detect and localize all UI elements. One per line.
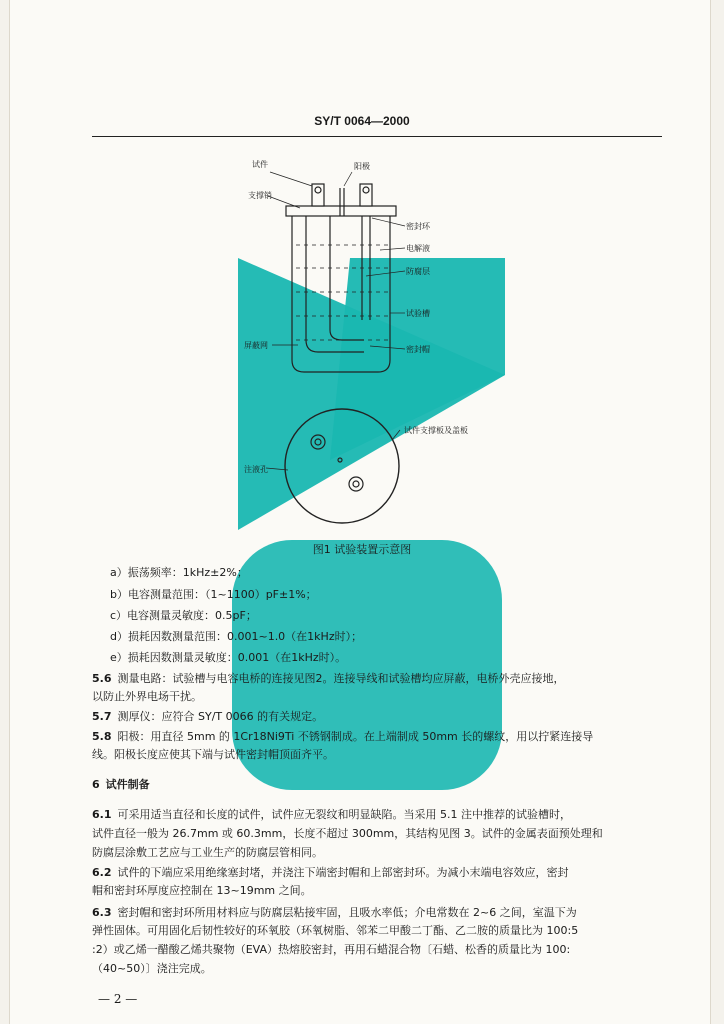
figure-caption: 图1 试验装置示意图 [312, 543, 412, 556]
clause-text: 试件直径一般为 26.7mm 或 60.3mm，长度不超过 300mm，其结构见图 3。试件的金属表面预处理和 [92, 827, 603, 840]
label-support-plate: 试件支撑板及盖板 [404, 426, 468, 435]
label-coating: 防腐层 [406, 267, 430, 276]
clause-text: 弹性固体。可用固化后韧性较好的环氧胶（环氧树脂、邻苯二甲酸二丁酯、乙二胺的质量比为 100:5 [92, 924, 579, 937]
label-test-tank: 试验槽 [406, 309, 430, 318]
page-number: — 2 — [98, 992, 138, 1006]
section-number: 6 [92, 778, 100, 791]
clause-number: 6.1 [92, 808, 112, 821]
label-shield-mesh: 屏蔽网 [244, 341, 268, 350]
clause-text: 帽和密封环厚度应控制在 13~19mm 之间。 [92, 884, 312, 897]
label-anode: 阳极 [354, 162, 370, 171]
clause-text: 可采用适当直径和长度的试件，试件应无裂纹和明显缺陷。当采用 5.1 注中推荐的试验槽时， [117, 808, 571, 821]
clause-number: 5.6 [92, 672, 112, 685]
clause-text: （40~50）〕浇注完成。 [92, 962, 212, 975]
clause-number: 6.2 [92, 866, 112, 879]
label-specimen: 试件 [252, 160, 268, 169]
label-seal-cap: 密封帽 [406, 345, 430, 354]
clause-text: 测量电路：试验槽与电容电桥的连接见图2。连接导线和试验槽均应屏蔽，电桥外壳应接地， [117, 672, 565, 685]
clause-number: 5.7 [92, 710, 112, 723]
label-seal-ring: 密封环 [406, 222, 430, 231]
list-item: b）电容测量范围：（1~1100）pF±1%； [110, 588, 317, 601]
clause-text: 密封帽和密封环所用材料应与防腐层粘接牢固，且吸水率低；介电常数在 2~6 之间，室温下为 [117, 906, 577, 919]
clause-number: 5.8 [92, 730, 112, 743]
list-item: c）电容测量灵敏度：0.5pF； [110, 609, 257, 622]
list-item: e）损耗因数测量灵敏度：0.001（在1kHz时）。 [110, 651, 347, 664]
section-title: 试件制备 [105, 778, 150, 791]
list-item: d）损耗因数测量范围：0.001~1.0（在1kHz时）； [110, 630, 363, 643]
clause-text: 防腐层涂敷工艺应与工业生产的防腐层管相同。 [92, 846, 323, 859]
clause-text: 测厚仪：应符合 SY/T 0066 的有关规定。 [117, 710, 324, 723]
clause-6-3 [92, 906, 577, 920]
list-item: a）振荡频率：1kHz±2%； [110, 566, 248, 579]
clause-text: 试件的下端应采用绝缘塞封堵，并浇注下端密封帽和上部密封环。为减小末端电容效应，密封 [117, 866, 569, 879]
clause-6-1 [92, 808, 571, 822]
label-electrolyte: 电解液 [406, 244, 430, 253]
section-heading [92, 778, 150, 792]
clause-text: 以防止外界电场干扰。 [92, 690, 202, 703]
clause-6-2 [92, 866, 569, 880]
label-support-pin: 支撑销 [248, 191, 272, 200]
standard-code: SY/T 0064—2000 [314, 114, 410, 128]
clause-number: 6.3 [92, 906, 112, 919]
clause-text: 线。阳极长度应使其下端与试件密封帽顶面齐平。 [92, 748, 334, 761]
clause-text: 阳极：用直径 5mm 的 1Cr18Ni9Ti 不锈钢制成。在上端制成 50mm 长的螺纹，用以拧紧连接导 [117, 730, 594, 743]
clause-5-8 [92, 730, 593, 744]
clause-text: :2）或乙烯一醋酸乙烯共聚物（EVA）热熔胶密封，再用石蜡混合物〔石蜡、松香的质量比为 100: [92, 943, 571, 956]
clause-5-6 [92, 672, 565, 686]
label-injection-hole: 注液孔 [244, 465, 268, 474]
clause-5-7 [92, 710, 323, 724]
